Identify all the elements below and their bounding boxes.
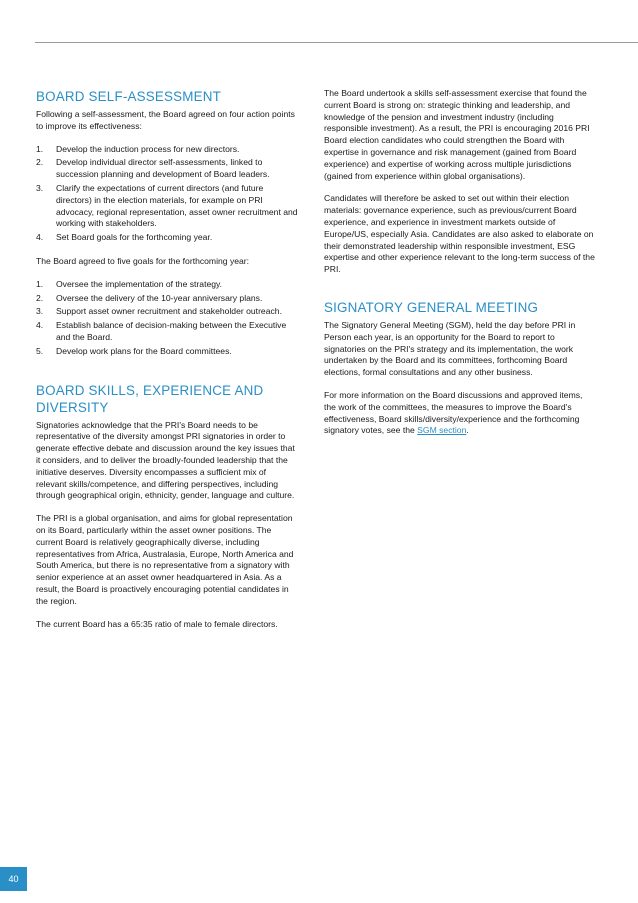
top-divider [35, 42, 638, 43]
list-item-text: Oversee the delivery of the 10-year anniversary plans. [56, 292, 263, 303]
list-item [36, 279, 298, 291]
list-item-text: Clarify the expectations of current directors (and future directors) in the election materials, for example on PRI advocacy, regional representation, asset owner recruitment and working with stakeholders. [56, 182, 298, 229]
list-number: 2. [36, 157, 44, 168]
list-number: 1. [36, 143, 44, 154]
list-number: 4. [36, 232, 44, 243]
list-item-text: Establish balance of decision-making between the Executive and the Board. [56, 320, 287, 342]
list-item-text: Develop work plans for the Board committees. [56, 345, 232, 356]
board-skills-paragraph: The current Board has a 65:35 ratio of male to female directors. [36, 618, 278, 629]
list-item [36, 157, 298, 181]
sgm-more-info-paragraph [324, 390, 596, 437]
goals-list [36, 279, 298, 358]
page-number-badge: 40 [0, 867, 27, 891]
skills-assessment-paragraph: The Board undertook a skills self-assessment exercise that found the current Board is strong on: strategic thinking and leadership, and knowledge of the pension and investment industry (including responsible investment). As a result, the PRI is encouraging 2016 PRI Board election candidates who could strengthen the Board with expertise in governance and risk management (gained from Board experience) and expertise of working across multiple jurisdictions (gained from experience within global organisations). [324, 88, 590, 181]
goals-intro: The Board agreed to five goals for the forthcoming year: [36, 255, 250, 266]
right-column [324, 88, 596, 448]
self-assessment-intro: Following a self-assessment, the Board agreed on four action points to improve its effectiveness: [36, 109, 295, 131]
sgm-more-info-text: For more information on the Board discussions and approved items, the work of the committees, the measures to improve the Board's effectiveness, Board skills/diversity/experience and the forthcoming signatory votes, see the [324, 389, 583, 436]
list-item-text: Support asset owner recruitment and stakeholder outreach. [56, 306, 282, 317]
list-item-text: Develop individual director self-assessments, linked to succession planning and development of Board leaders. [56, 157, 270, 180]
list-item-text: Set Board goals for the forthcoming year. [56, 232, 213, 243]
left-column [36, 88, 298, 641]
list-number: 5. [36, 345, 44, 356]
list-number: 1. [36, 278, 44, 289]
list-item-text: Develop the induction process for new directors. [56, 143, 240, 154]
list-item [36, 183, 298, 230]
section-heading-sgm: SIGNATORY GENERAL MEETING [324, 299, 539, 315]
sgm-paragraph: The Signatory General Meeting (SGM), held the day before PRI in Person each year, is an opportunity for the Board to report to signatories on the PRI's strategy and its implementation, the work undertaken by the Board and its committees, forthcoming Board elections, formal consultations and any other business. [324, 319, 576, 378]
list-number: 3. [36, 306, 44, 317]
section-heading-board-self-assessment: BOARD SELF-ASSESSMENT [36, 89, 222, 104]
list-number: 3. [36, 182, 44, 193]
list-item [36, 293, 298, 305]
action-points-list [36, 144, 298, 244]
list-item [36, 144, 298, 156]
list-number: 4. [36, 320, 44, 331]
list-item [36, 320, 298, 344]
list-item-text: Oversee the implementation of the strategy. [56, 278, 223, 289]
candidates-paragraph: Candidates will therefore be asked to set out within their election materials: governance experience, such as previous/current Board experience, and experience in investment markets outside of Europe/US, especially Asia. Candidates are also asked to elaborate on their demonstrated leadership within responsible investment, ESG expertise and other experience relevant to the long-term success of the PRI. [324, 193, 595, 275]
board-skills-paragraph: The PRI is a global organisation, and aims for global representation on its Board, particularly within the asset owner positions. The current Board is relatively geographically diverse, including representatives from Africa, Australasia, Europe, North America and South America, but there is no representative from a signatory with senior experience at an asset owner headquartered in Asia. As a result, the Board is proactively encouraging potential candidates in the region. [36, 513, 294, 606]
link-suffix: . [466, 425, 469, 436]
board-skills-paragraph: Signatories acknowledge that the PRI's Board needs to be representative of the diversity amongst PRI signatories in order to generate effective debate and discussion around the key issues that it considers, and to deliver the broadly-founded leadership that the initiative deserves. Diversity encompasses a sufficient mix of relevant skills/competence, and differing perspectives, including through geographical origin, ethnicity, gender, language and culture. [36, 419, 295, 501]
list-item [36, 346, 298, 358]
list-item [36, 306, 298, 318]
list-item [36, 232, 298, 244]
list-number: 2. [36, 292, 44, 303]
section-heading-board-skills: BOARD SKILLS, EXPERIENCE AND DIVERSITY [36, 382, 264, 415]
sgm-section-link[interactable]: SGM section [417, 425, 467, 436]
